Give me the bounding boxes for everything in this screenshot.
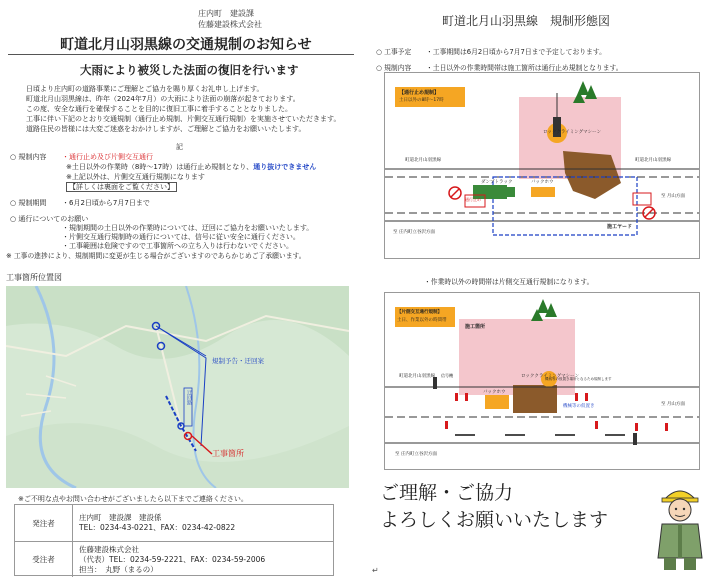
diagram2-box-sub: 土日、作業以外の時間帯 <box>397 318 447 323</box>
contact-line: TEL：0234-43-0221、FAX：0234-42-0822 <box>79 523 236 532</box>
closing-message <box>380 480 608 534</box>
intro-line: 道路住民の皆様には大変ご迷惑をおかけしますが、ご理解とご協力をお願いいたします。 <box>26 125 306 133</box>
contact-row-contractor <box>15 541 333 577</box>
regulation-note1-text: ※土日以外の作業時（8時～17時）は通行止め規制となり、 <box>66 163 254 171</box>
info-row-regulation <box>376 62 411 72</box>
title-divider <box>8 54 354 55</box>
diagram2-site: 施工箇所 <box>465 324 486 330</box>
contact-role: 発注者 <box>15 505 73 541</box>
ki-heading: 記 <box>176 143 183 151</box>
alternating-diagram <box>384 292 700 470</box>
map-label-detour: 規制予告・迂回案 <box>212 357 264 365</box>
circle-bullet-icon: ○ <box>10 199 19 207</box>
contact-info <box>79 545 265 575</box>
diagram1-dump: ダンプトラック <box>481 180 513 185</box>
text-cursor-icon: ↵ <box>372 566 379 575</box>
info-label: 工事予定 <box>384 48 412 56</box>
diagram2-material: 機械等の仮置き <box>563 404 595 409</box>
diagram-title: 町道北月山羽黒線 規制形態図 <box>442 14 611 28</box>
map-graphic <box>6 286 349 488</box>
diagram1-sign-closed: 通行止め <box>465 197 481 202</box>
intro-line: 町道北月山羽黒線は、昨年（2024年7月）の大雨により法面の崩落が起きております。 <box>26 95 300 103</box>
period-label-row <box>10 198 46 208</box>
contact-table <box>14 504 334 576</box>
issuer-line1: 庄内町 建設課 <box>198 9 254 18</box>
contact-line: 佐藤建設株式会社 <box>79 545 139 554</box>
regulation-note1 <box>66 162 316 172</box>
page-title: 町道北月山羽黒線の交通規制のお知らせ <box>60 37 312 53</box>
info-label: 規制内容 <box>384 64 412 72</box>
diagram1-crane: ロッククライミングマシーン <box>543 130 602 135</box>
intro-line: この度、安全な通行を確保することを目的に復旧工事に着手することとなりました。 <box>26 105 292 113</box>
period-label: 規制期間 <box>18 199 47 207</box>
diagram1-backhoe: バックホウ <box>531 180 554 185</box>
intro-paragraph <box>26 84 340 134</box>
construction-worker-icon <box>652 478 708 572</box>
regulation-label: 規制内容 <box>18 153 47 161</box>
request-item: ・規制期間の土日以外の作業時については、迂回にご協力をお願いいたします。 <box>62 224 314 232</box>
diagram1-direction-right: 至 月山方面 <box>661 194 685 199</box>
contact-line: 担当： 丸野（まるの） <box>79 565 158 574</box>
contact-role: 受注者 <box>15 542 73 577</box>
circle-bullet-icon: ○ <box>10 153 19 161</box>
regulation-detail-text: 【詳しくは裏面をご覧ください】 <box>66 182 177 192</box>
contact-note: ※ご不明な点やお問い合わせがございましたら以下までご連絡ください。 <box>18 495 248 503</box>
circle-bullet-icon: ○ <box>376 64 385 72</box>
closure-diagram <box>384 72 700 259</box>
contact-line: （代表）TEL：0234-59-2221、FAX：0234-59-2006 <box>79 555 266 564</box>
regulation-label-row <box>10 152 46 162</box>
diagram1-box-title: 【通行止め規制】 <box>399 90 440 96</box>
regulation-note1-emphasis: 通り抜けできません <box>253 163 317 171</box>
diagram2-road-left: 町道北月山羽黒線 <box>399 374 435 379</box>
diagram2-crane: ロッククライミングマシーン <box>521 374 580 379</box>
map-title: 工事箇所位置図 <box>6 273 62 282</box>
closing-line2: よろしくお願いいたします <box>380 509 609 531</box>
issuer-line2: 佐藤建設株式会社 <box>198 20 262 29</box>
circle-bullet-icon: ○ <box>376 48 385 56</box>
request-item: ・工事範囲は危険ですので工事箇所への立ち入りは行わないでください。 <box>62 242 293 250</box>
regulation-note2: ※上記以外は、片側交互通行規制になります <box>66 173 205 181</box>
diagram2-signal: 信号機 <box>441 373 453 378</box>
info-value: ・土日以外の作業時間帯は施工箇所は通行止め規制となります。 <box>426 64 623 72</box>
circle-bullet-icon: ○ <box>10 215 19 223</box>
location-map <box>6 286 349 488</box>
info-row-schedule <box>376 46 411 56</box>
diagram2-direction-right: 至 月山方面 <box>661 402 685 407</box>
regulation-value: ・通行止め及び片側交互通行 <box>62 153 153 161</box>
contact-row-client <box>15 505 333 541</box>
page-subtitle: 大雨により被災した法面の復旧を行います <box>80 63 299 77</box>
period-value: ・6月2日頃から7月7日まで <box>62 199 150 207</box>
diagram2-note: ・作業時以外の時間帯は片側交互通行規制になります。 <box>424 278 594 286</box>
schedule-note: ※ 工事の進捗により、規制期間に変更が生じる場合がございますのであらかじめご了承願います。 <box>6 252 306 260</box>
issuer <box>198 8 262 30</box>
info-value: ・工事期間は6月2日頃から7月7日まで予定しております。 <box>426 48 606 56</box>
diagram1-road-left: 町道北月山羽黒線 <box>405 158 441 163</box>
diagram1-direction-left: 至 庄内町立谷沢方面 <box>393 230 435 235</box>
request-label: 通行についてのお願い <box>18 215 89 223</box>
diagram1-yard: 施工ヤード <box>607 224 633 230</box>
diagram2-backhoe: バックホウ <box>483 390 506 395</box>
intro-line: 日頃より庄内町の道路事業にご理解とご協力を賜り厚くお礼申し上げます。 <box>26 85 264 93</box>
closing-line1: ご理解・ご協力 <box>380 482 514 504</box>
diagram2-box-title: 【片側交互通行規制】 <box>397 310 442 315</box>
map-label-detour-route: 迂回路 <box>186 390 192 405</box>
contact-info <box>79 513 235 533</box>
request-item: ・片側交互通行規制時の通行については、信号に従い安全に通行ください。 <box>62 233 300 241</box>
contact-line: 庄内町 建設課 建設係 <box>79 513 162 522</box>
map-label-site: 工事箇所 <box>212 449 244 458</box>
diagram2-direction-left: 至 庄内町立谷沢方面 <box>395 452 437 457</box>
regulation-detail <box>66 182 177 192</box>
diagram2-note-material: 機械等の仮置き場所となるため規制します <box>545 377 612 381</box>
diagram1-box-sub: 土日以外の8時～17時 <box>399 98 444 103</box>
intro-line: 工事に伴い下記のとおり交通規制（通行止め規制、片側交互通行規制）を実施させていただきます。 <box>26 115 341 123</box>
diagram1-road-right: 町道北月山羽黒線 <box>635 158 671 163</box>
